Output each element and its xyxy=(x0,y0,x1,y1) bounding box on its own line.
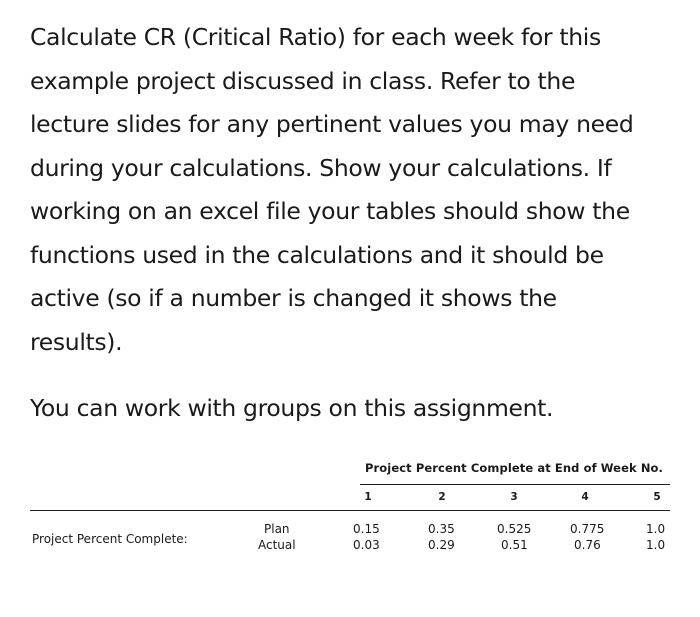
plan-value: 1.0 xyxy=(646,522,666,536)
instructions-line: working on an excel file your tables should show the xyxy=(30,197,630,225)
actual-value: 0.29 xyxy=(428,538,455,552)
instructions-paragraph xyxy=(30,16,680,364)
week-header: 5 xyxy=(653,491,661,503)
week-header: 2 xyxy=(438,491,446,503)
table-header-rule xyxy=(30,510,670,511)
plan-value: 0.775 xyxy=(570,522,605,536)
instructions-line: example project discussed in class. Refer to the xyxy=(30,66,576,95)
actual-label: Actual xyxy=(258,538,296,552)
instructions-line: Calculate CR (Critical Ratio) for each week for this xyxy=(30,23,601,51)
instructions-line: during your calculations. Show your calculations. If xyxy=(30,153,612,182)
plan-value: 0.525 xyxy=(497,522,532,536)
actual-value: 1.0 xyxy=(646,538,666,552)
week-header: 4 xyxy=(581,491,589,503)
group-work-note: You can work with groups on this assignment. xyxy=(30,394,554,422)
week-header: 3 xyxy=(510,491,518,503)
instructions-line: lecture slides for any pertinent values you may need xyxy=(30,110,634,138)
instructions-line: functions used in the calculations and it should be xyxy=(30,240,604,269)
instructions-line: results). xyxy=(30,327,123,356)
plan-label: Plan xyxy=(264,522,290,536)
actual-value: 0.51 xyxy=(501,538,528,552)
table-title: Project Percent Complete at End of Week No. xyxy=(365,461,664,475)
actual-value: 0.03 xyxy=(353,538,380,552)
table-top-rule xyxy=(360,484,670,485)
plan-value: 0.35 xyxy=(428,522,455,536)
actual-value: 0.76 xyxy=(574,538,601,552)
instructions-line: active (so if a number is changed it shows the xyxy=(30,284,557,312)
week-header: 1 xyxy=(364,491,372,503)
plan-value: 0.15 xyxy=(353,522,380,536)
row-label: Project Percent Complete: xyxy=(32,532,188,546)
